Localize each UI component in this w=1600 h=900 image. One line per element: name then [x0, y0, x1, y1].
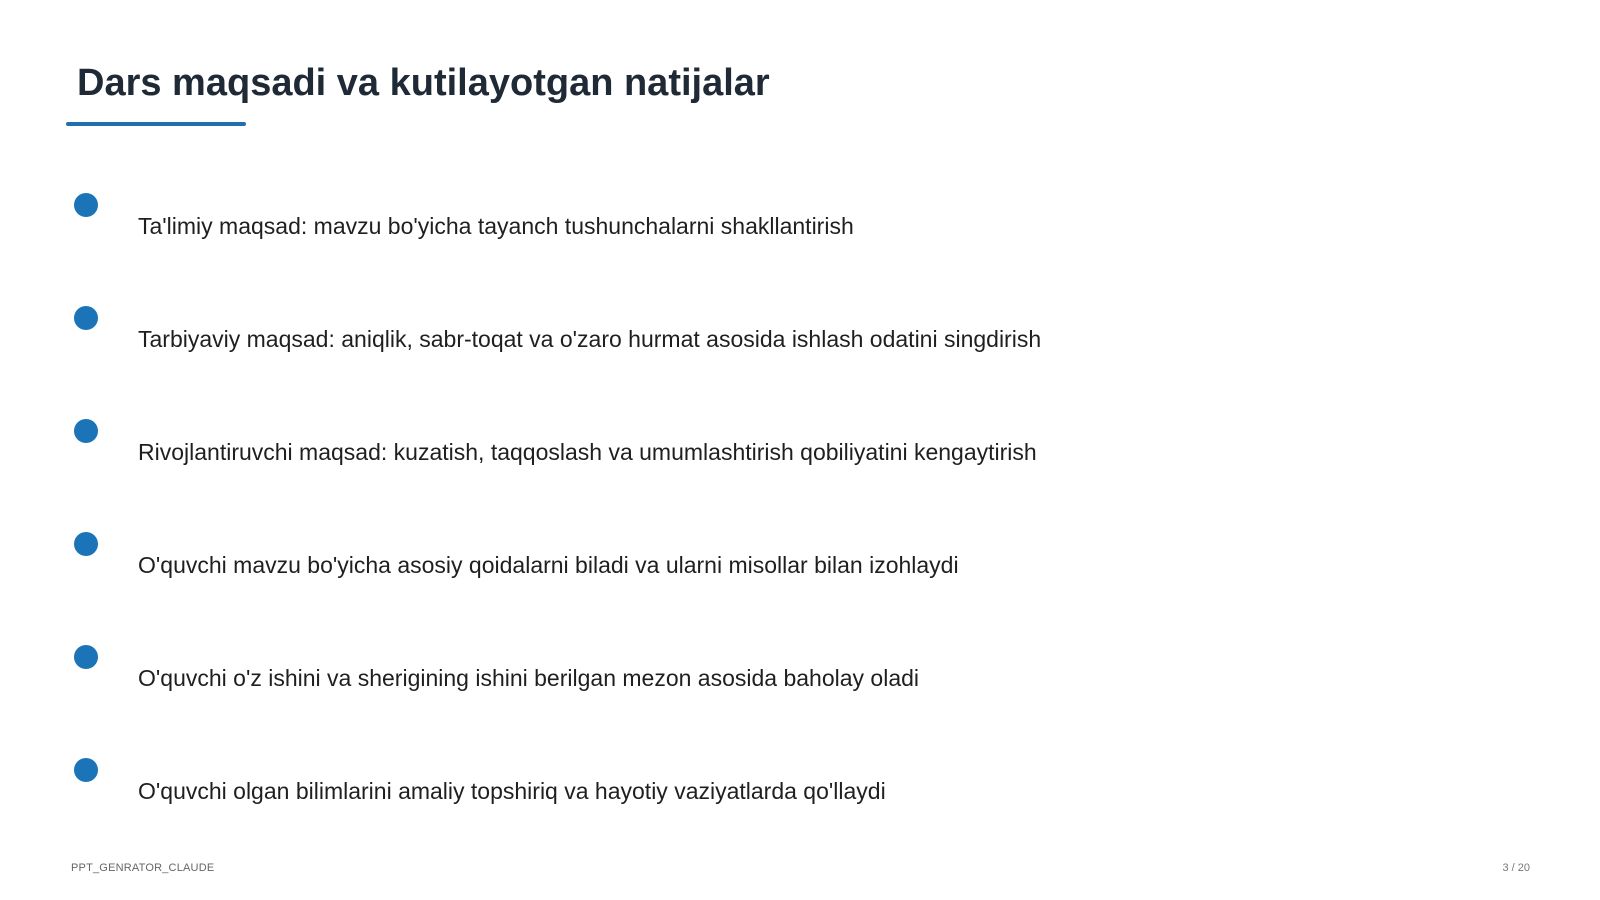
list-item — [0, 306, 1600, 386]
list-item — [0, 193, 1600, 273]
list-item-text: Ta'limiy maqsad: mavzu bo'yicha tayanch tushunchalarni shakllantirish — [138, 213, 854, 239]
list-item-text: O'quvchi o'z ishini va sherigining ishini berilgan mezon asosida baholay oladi — [138, 665, 920, 691]
footer-source-label: PPT_GENRATOR_CLAUDE — [71, 862, 215, 874]
slide-title: Dars maqsadi va kutilayotgan natijalar — [77, 62, 770, 104]
bullet-dot-icon — [74, 532, 98, 556]
bullet-dot-icon — [74, 193, 98, 217]
list-item-text: O'quvchi olgan bilimlarini amaliy topshiriq va hayotiy vaziyatlarda qo'llaydi — [138, 778, 886, 804]
list-item-text: O'quvchi mavzu bo'yicha asosiy qoidalarni biladi va ularni misollar bilan izohlaydi — [138, 552, 959, 578]
bullet-dot-icon — [74, 306, 98, 330]
list-item-text: Rivojlantiruvchi maqsad: kuzatish, taqqoslash va umumlashtirish qobiliyatini kengaytirish — [138, 439, 1037, 465]
list-item-text: Tarbiyaviy maqsad: aniqlik, sabr-toqat va o'zaro hurmat asosida ishlash odatini singdirish — [138, 326, 1042, 352]
bullet-dot-icon — [74, 758, 98, 782]
list-item — [0, 532, 1600, 612]
list-item — [0, 758, 1600, 838]
bullet-dot-icon — [74, 645, 98, 669]
list-item — [0, 419, 1600, 499]
list-item — [0, 645, 1600, 725]
bullet-dot-icon — [74, 419, 98, 443]
page-indicator: 3 / 20 — [1502, 862, 1530, 874]
